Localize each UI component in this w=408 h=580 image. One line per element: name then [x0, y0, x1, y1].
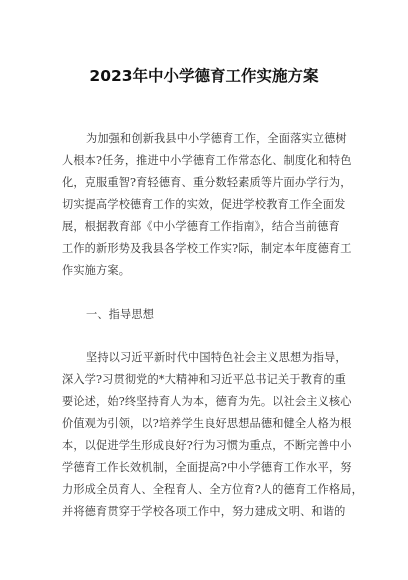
intro-line: 展，根据教育部《中小学德育工作指南》，结合当前德育 — [62, 220, 340, 233]
section-body-line: 本，以促进学生形成良好?行为习惯为重点，不断完善中小 — [62, 439, 352, 452]
intro-line: 切实提高学校德育工作的实效，促进学校教育工作全面发 — [62, 198, 346, 211]
intro-line: 人根本?任务，推进中小学德育工作常态化、制度化和特色 — [62, 154, 352, 167]
intro-line: 为加强和创新我县中小学德育工作，全面落实立德树 — [86, 132, 347, 145]
intro-line: 作实施方案。 — [62, 264, 131, 277]
section-body-line: 深入学?习贯彻党的*大精神和习近平总书记关于教育的重 — [62, 373, 346, 386]
section-body-line: 并将德育贯穿于学校各项工作中，努力建成文明、和谐的 — [62, 505, 346, 518]
section-body-line: 坚持以习近平新时代中国特色社会主义思想为指导， — [86, 351, 347, 364]
intro-line: 工作的新形势及我县各学校工作实?际，制定本年度德育工 — [62, 242, 352, 255]
section-body-line: 要论述，始?终坚持育人为本，德育为先。以社会主义核心 — [62, 395, 352, 408]
document-title: 2023年中小学德育工作实施方案 — [89, 67, 319, 85]
section-heading: 一、指导思想 — [86, 308, 155, 321]
section-body-line: 价值观为引领，以?培养学生良好思想品德和健全人格为根 — [62, 417, 352, 430]
intro-line: 化，克服重智?育轻德育、重分数轻素质等片面办学行为， — [62, 176, 352, 189]
section-body-line: 学德育工作长效机制，全面提高?中小学德育工作水平，努 — [62, 461, 352, 474]
section-body-line: 力形成全员育人、全程育人、全方位育?人的德育工作格局， — [62, 483, 363, 496]
